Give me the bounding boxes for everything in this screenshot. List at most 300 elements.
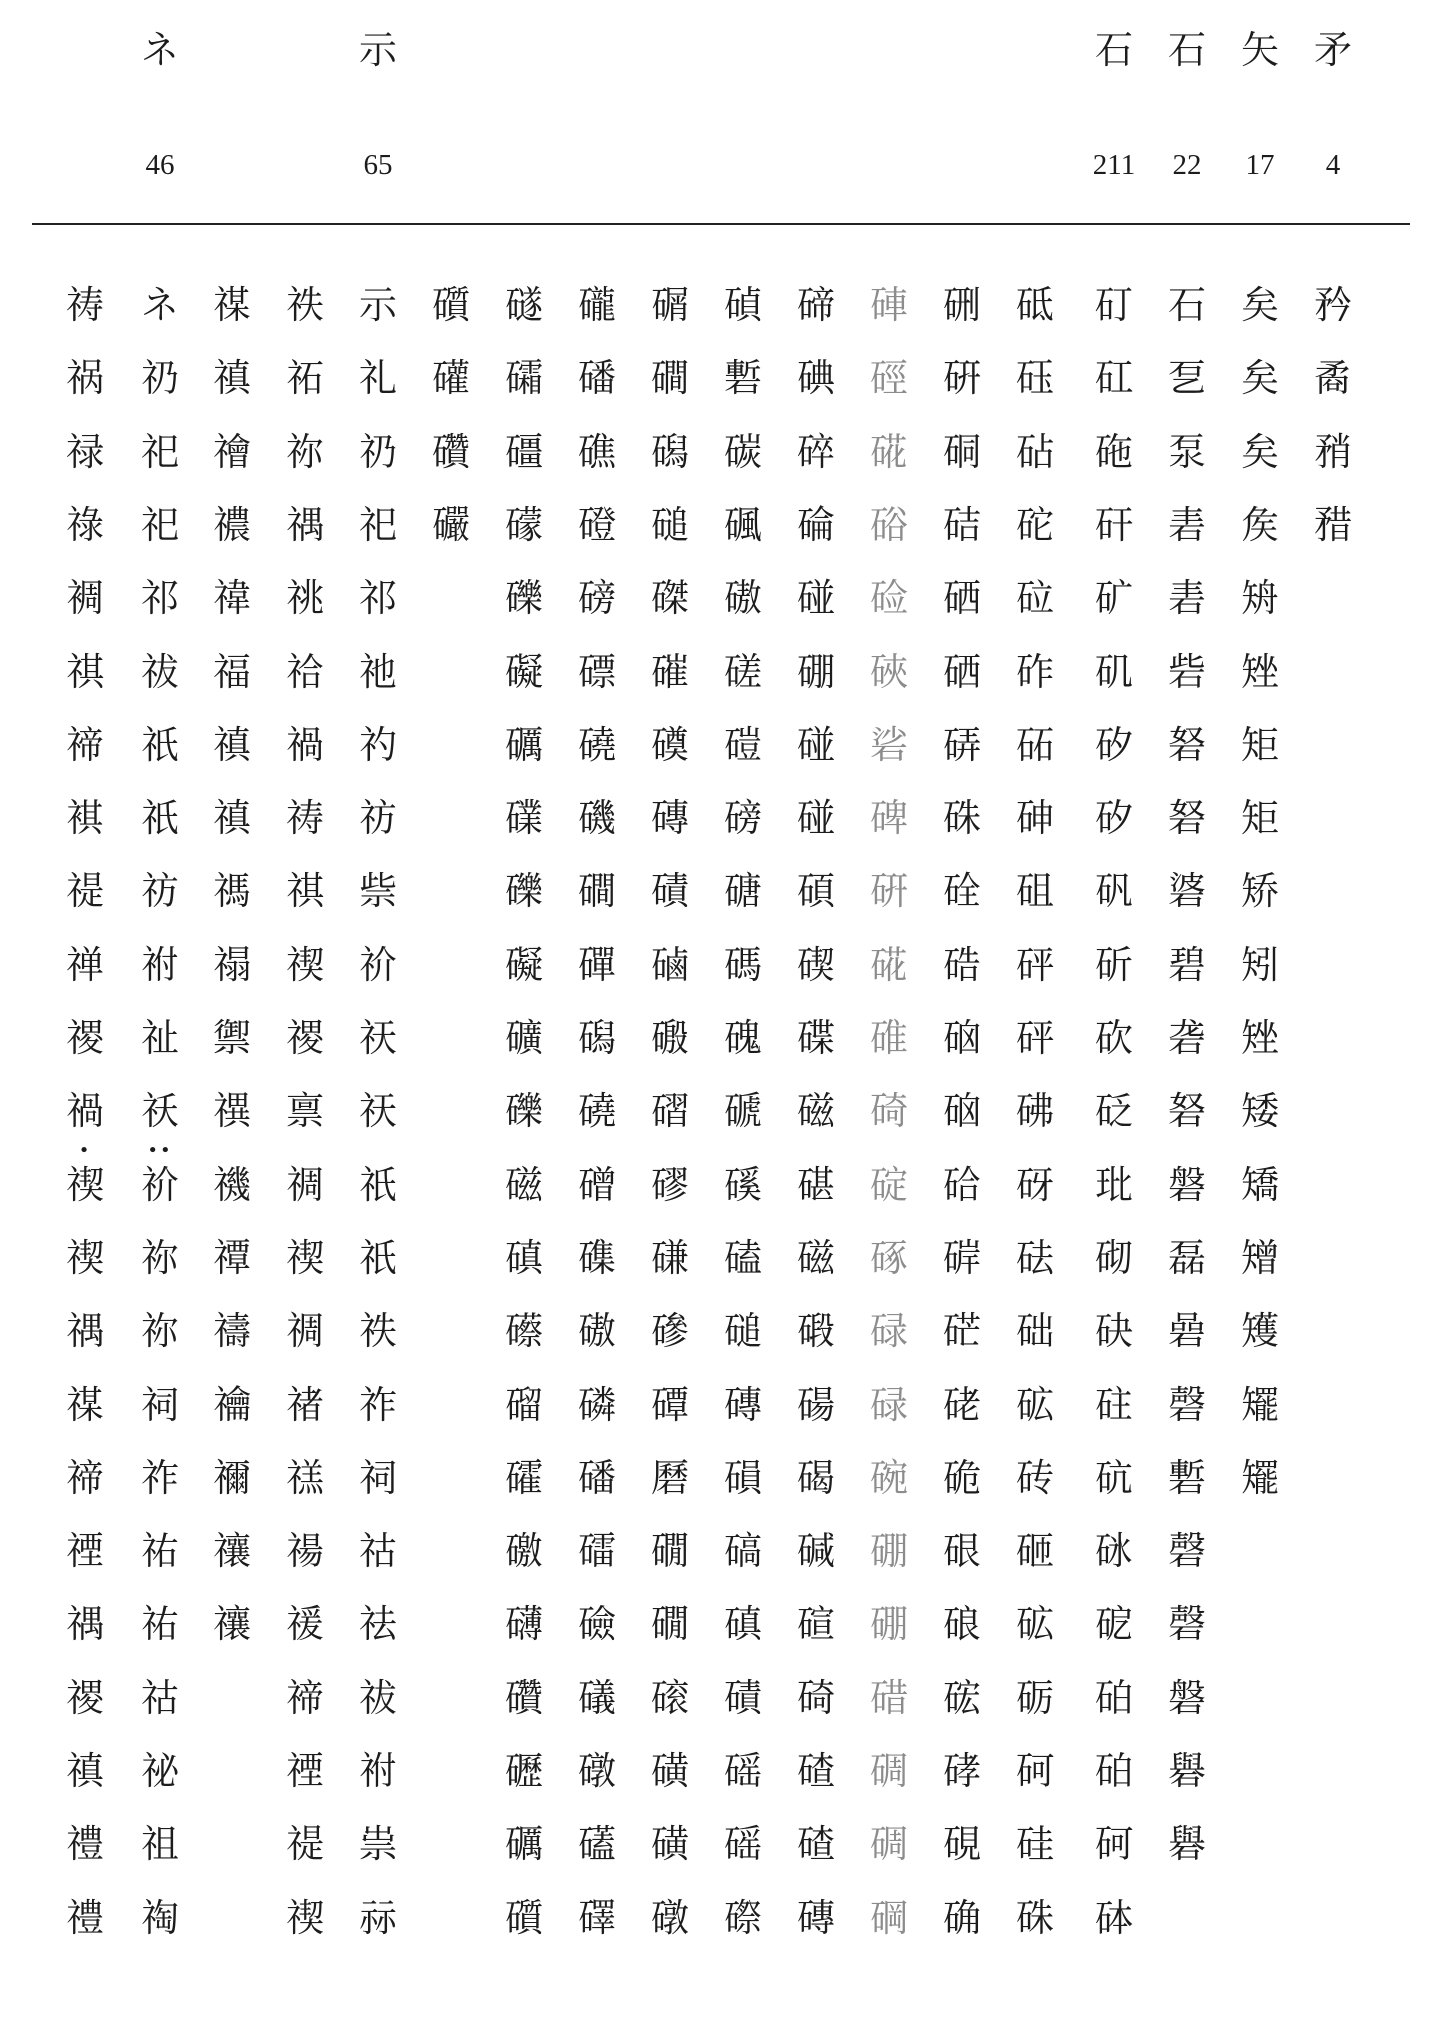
character-cell [929,417,995,487]
character-glyph: 磛 [1167,1455,1206,1500]
character-cell [491,1809,557,1879]
character-cell [783,1516,849,1586]
character-glyph: 硏 [942,356,981,401]
character-cell [856,930,922,1000]
character-glyph: 禨 [212,1162,251,1207]
character-cell [1081,1223,1147,1293]
character-cell [710,1883,776,1953]
character-glyph: 礀 [650,1529,689,1574]
character-cell [1081,1150,1147,1220]
character-glyph: 矼 [1094,356,1133,401]
character-cell [1081,417,1147,487]
character-glyph: 礫 [504,576,543,621]
character-cell [491,710,557,780]
character-cell [783,710,849,780]
character-glyph: 碕 [796,1675,835,1720]
character-glyph: ネ [140,283,179,327]
character-cell [929,1150,995,1220]
character-glyph: 祀 [358,502,397,547]
character-cell [856,490,922,560]
character-glyph: 硞 [942,942,981,987]
character-cell [127,563,193,633]
character-glyph: 砦 [1167,649,1206,694]
character-cell [710,1370,776,1440]
character-cell [52,1663,118,1733]
character-glyph: 硒 [942,576,981,621]
radical-label: 石 [1094,28,1133,72]
character-cell [1002,343,1068,413]
character-cell [564,1223,630,1293]
radical-count: 22 [1172,149,1202,181]
character-cell [783,417,849,487]
character-glyph: 示 [358,283,397,327]
character-glyph: 磽 [577,1089,616,1134]
character-glyph: 碕 [869,1089,908,1134]
character-glyph: 碱 [796,1529,835,1574]
character-glyph: 砌 [1094,1235,1133,1280]
character-glyph: 磅 [723,796,762,841]
character-glyph: 碆 [1167,869,1206,914]
character-cell [199,1370,265,1440]
character-cell [783,1003,849,1073]
character-cell [637,1076,703,1146]
character-cell [783,1663,849,1733]
character-glyph: 礜 [1167,1822,1206,1867]
character-glyph: 磈 [723,1016,762,1060]
character-glyph: 禑 [65,1309,104,1354]
character-glyph: 碙 [869,1895,908,1940]
character-glyph: 硣 [942,1749,981,1793]
character-cell [1154,563,1220,633]
character-glyph: 碵 [723,283,762,327]
character-cell [491,1150,557,1220]
character-glyph: 禐 [285,1602,324,1647]
character-glyph: 禅 [65,942,104,987]
character-glyph: 禛 [212,722,251,767]
character-glyph: 礅 [577,1749,616,1793]
character-glyph: 磺 [650,1822,689,1867]
character-cell [710,1076,776,1146]
character-cell [1002,637,1068,707]
character-cell [345,1736,411,1806]
character-glyph: 祄 [140,1162,179,1207]
character-cell [783,1883,849,1953]
character-glyph: 矯 [1240,1162,1279,1207]
character-glyph: 礿 [358,722,397,767]
character-cell [52,270,118,340]
character-glyph: 硒 [942,649,981,694]
character-cell [52,1003,118,1073]
character-cell [1227,1443,1293,1513]
character-glyph: 礚 [577,1822,616,1867]
character-cell [345,1883,411,1953]
character-glyph: 砫 [1094,1382,1133,1427]
character-glyph: 砍 [1094,1016,1133,1060]
character-cell [1300,343,1366,413]
character-glyph: 硂 [942,869,981,914]
character-cell [783,1736,849,1806]
character-glyph: 禔 [65,869,104,914]
character-cell [564,856,630,926]
character-cell [929,783,995,853]
character-cell [1002,1663,1068,1733]
character-glyph: 祆 [358,1016,397,1060]
character-glyph: 矣 [1240,283,1279,327]
character-cell [491,1883,557,1953]
character-glyph: 礆 [577,1602,616,1647]
character-glyph: 禑 [65,1602,104,1647]
character-cell [1081,270,1147,340]
character-glyph: 硃 [1015,1895,1054,1940]
character-glyph: 礦 [504,1016,543,1060]
character-glyph: 磿 [650,1455,689,1500]
character-cell [491,1370,557,1440]
character-cell [1300,270,1366,340]
character-cell [710,783,776,853]
character-glyph: 礴 [504,1602,543,1647]
character-cell [1002,710,1068,780]
character-cell [564,1589,630,1659]
character-cell [345,637,411,707]
character-glyph: 磪 [650,649,689,694]
character-cell [929,930,995,1000]
character-glyph: 祀 [140,429,179,474]
character-cell [199,1076,265,1146]
character-cell [127,1076,193,1146]
character-glyph: 砷 [1015,796,1054,841]
character-cell [52,783,118,853]
character-cell [1081,490,1147,560]
character-glyph: 祫 [285,649,324,694]
character-cell [1154,343,1220,413]
character-cell [418,417,484,487]
character-cell [1154,1663,1220,1733]
character-cell [929,563,995,633]
character-glyph: 禢 [212,942,251,987]
character-glyph: 祜 [140,1675,179,1720]
character-glyph: 祠 [358,1455,397,1500]
character-cell [199,1296,265,1366]
radical-count: 4 [1325,149,1341,181]
character-cell [929,1370,995,1440]
character-cell [491,1223,557,1293]
character-glyph: 禰 [212,1455,251,1500]
character-cell [491,563,557,633]
character-glyph: 禋 [285,1749,324,1793]
character-glyph: 砖 [1015,1455,1054,1500]
character-glyph: 禝 [285,1016,324,1060]
character-cell [564,343,630,413]
character-glyph: 矿 [1094,576,1133,621]
character-glyph: 磬 [1167,1602,1206,1647]
character-glyph: 碭 [796,1382,835,1427]
character-cell [491,1296,557,1366]
character-cell [272,1003,338,1073]
character-glyph: 禘 [65,1455,104,1500]
character-glyph: 硨 [869,283,908,327]
character-glyph: 礵 [504,356,543,401]
character-cell [710,1663,776,1733]
character-cell [199,270,265,340]
character-glyph: 硺 [869,1235,908,1280]
character-cell [637,856,703,926]
character-cell [1154,1370,1220,1440]
character-cell [272,783,338,853]
character-cell [345,783,411,853]
character-cell [1227,1076,1293,1146]
character-cell [1154,1809,1220,1879]
character-glyph: 祖 [140,1822,179,1867]
character-glyph: 礤 [504,1309,543,1354]
character-glyph: 祁 [358,576,397,621]
character-cell [856,1589,922,1659]
character-glyph: 矠 [1313,502,1352,547]
character-cell [1081,1883,1147,1953]
character-cell [272,343,338,413]
character-cell [1300,490,1366,560]
character-cell [710,710,776,780]
character-glyph: 矾 [1094,869,1133,914]
character-cell [491,1736,557,1806]
character-cell [1002,1883,1068,1953]
character-cell [52,490,118,560]
character-cell [345,1443,411,1513]
character-glyph: 硊 [942,1455,981,1500]
character-glyph: 礉 [504,1529,543,1574]
character-cell [856,1150,922,1220]
character-glyph: 禬 [212,429,251,474]
character-cell [199,930,265,1000]
character-cell [564,1370,630,1440]
character-glyph: 禄 [65,429,104,474]
character-cell [199,343,265,413]
character-glyph: 禋 [65,1529,104,1574]
character-glyph: 砰 [1015,1016,1054,1060]
character-cell [564,1443,630,1513]
character-cell [491,856,557,926]
character-glyph: 禓 [285,1529,324,1574]
character-cell [710,856,776,926]
character-glyph: 砬 [1015,576,1054,621]
character-glyph: 硆 [942,1162,981,1207]
character-cell [127,1516,193,1586]
character-glyph: 砤 [1094,429,1133,474]
character-glyph: 磏 [650,1235,689,1280]
character-glyph: 砣 [1015,502,1054,547]
character-glyph: 祠 [140,1382,179,1427]
character-glyph: 磁 [796,1235,835,1280]
character-glyph: 禍 [285,722,324,767]
character-glyph: 磤 [650,1016,689,1060]
character-cell [1227,783,1293,853]
character-cell [929,1883,995,1953]
character-cell [127,1223,193,1293]
character-cell [127,1296,193,1366]
character-cell [1002,1736,1068,1806]
character-cell [1081,343,1147,413]
character-cell [345,1150,411,1220]
character-cell [1081,1589,1147,1659]
character-glyph: 硰 [869,722,908,767]
character-glyph: 礽 [140,356,179,401]
character-glyph: 砉 [1167,502,1206,547]
character-cell [1154,1589,1220,1659]
character-glyph: 礭 [504,1455,543,1500]
character-cell [564,1296,630,1366]
character-glyph: 禦 [212,1016,251,1060]
character-cell [564,1809,630,1879]
character-glyph: 禮 [65,1895,104,1940]
character-glyph: 砄 [1094,1309,1133,1354]
character-cell [1081,783,1147,853]
character-cell [491,270,557,340]
character-cell [1227,930,1293,1000]
character-cell [1227,343,1293,413]
character-glyph: 禊 [285,1895,324,1940]
character-glyph: 碟 [796,1016,835,1060]
character-glyph: 磎 [723,1162,762,1207]
character-glyph: 碣 [796,1455,835,1500]
character-glyph: 磝 [723,576,762,621]
character-glyph: 碴 [796,1822,835,1867]
character-glyph: 磔 [650,576,689,621]
character-cell [783,1809,849,1879]
character-cell [1081,1296,1147,1366]
character-cell [1154,1076,1220,1146]
character-glyph: 祡 [358,869,397,914]
character-glyph: 碑 [869,796,908,841]
character-cell [1002,490,1068,560]
character-cell [929,270,995,340]
character-cell [1081,1443,1147,1513]
character-glyph: 禍 [65,1089,104,1134]
character-glyph: 砺 [1015,1675,1054,1720]
character-glyph: 硍 [942,1529,981,1574]
character-glyph: 硤 [869,649,908,694]
character-glyph: 砳 [1015,722,1054,767]
character-cell [272,490,338,560]
character-cell [199,1150,265,1220]
character-cell [637,930,703,1000]
character-glyph: 礓 [504,429,543,474]
character-glyph: 碉 [869,1749,908,1793]
character-glyph: 禛 [65,1749,104,1793]
character-cell [52,1370,118,1440]
character-glyph: 矫 [1240,869,1279,914]
character-glyph: 矦 [1240,502,1279,547]
character-cell [637,1736,703,1806]
character-cell [272,417,338,487]
character-glyph: 硠 [942,1602,981,1647]
character-cell [637,637,703,707]
character-cell [1081,1663,1147,1733]
character-cell [710,1223,776,1293]
character-glyph: 矴 [1094,283,1133,327]
character-cell [1002,1370,1068,1440]
character-glyph: 磸 [650,722,689,767]
character-glyph: 禱 [212,1309,251,1354]
character-cell [856,1076,922,1146]
character-cell [1002,930,1068,1000]
character-cell [929,1736,995,1806]
character-cell [1002,270,1068,340]
character-glyph: 祛 [358,1602,397,1647]
character-glyph: 砉 [1167,576,1206,621]
character-glyph: 砿 [1015,1602,1054,1647]
character-glyph: 磒 [723,1455,762,1500]
character-cell [1227,637,1293,707]
character-cell [710,1150,776,1220]
character-glyph: 碉 [869,1822,908,1867]
character-glyph: 禑 [285,502,324,547]
character-glyph: 磻 [577,356,616,401]
character-cell [1154,1003,1220,1073]
character-glyph: 砮 [1167,796,1206,841]
character-cell [127,1139,193,1220]
character-glyph: 矣 [1240,429,1279,474]
character-glyph: 磯 [577,796,616,841]
character-cell [710,270,776,340]
character-cell [783,563,849,633]
character-cell [1002,856,1068,926]
character-glyph: 碳 [723,429,762,474]
character-glyph: 碎 [796,429,835,474]
character-glyph: 祕 [140,1749,179,1793]
character-cell [856,1663,922,1733]
character-cell [418,490,484,560]
character-glyph: 禩 [212,1089,251,1134]
character-cell [345,343,411,413]
character-glyph: 硲 [869,502,908,547]
character-glyph: 矶 [1094,649,1133,694]
character-glyph: 禂 [285,1309,324,1354]
character-cell [1081,1370,1147,1440]
character-glyph: 禫 [212,1235,251,1280]
character-glyph: 祔 [140,942,179,987]
character-glyph: 乭 [1167,356,1206,401]
character-cell [491,1516,557,1586]
character-cell [52,1736,118,1806]
character-cell [345,1809,411,1879]
character-cell [491,1589,557,1659]
character-glyph: 砭 [1094,1089,1133,1134]
character-cell [1227,1223,1293,1293]
character-glyph: 碸 [723,502,762,547]
radical-label: 石 [1167,28,1206,72]
character-cell [929,490,995,560]
character-glyph: 碪 [796,1162,835,1207]
character-glyph: 礶 [431,356,470,401]
character-cell [1227,1150,1293,1220]
character-glyph: 砧 [1015,429,1054,474]
character-glyph: 碲 [796,283,835,327]
character-cell [199,1589,265,1659]
character-cell [710,637,776,707]
character-cell [929,1663,995,1733]
character-cell [1002,1809,1068,1879]
character-glyph: 砡 [1015,356,1054,401]
character-glyph: 磶 [577,1016,616,1060]
character-cell [856,343,922,413]
character-cell [1300,417,1366,487]
character-cell [856,783,922,853]
character-glyph: 祊 [358,796,397,841]
character-glyph: 禘 [65,722,104,767]
character-glyph: 砸 [1015,1529,1054,1574]
character-cell [1081,637,1147,707]
character-cell [127,637,193,707]
character-cell [710,563,776,633]
